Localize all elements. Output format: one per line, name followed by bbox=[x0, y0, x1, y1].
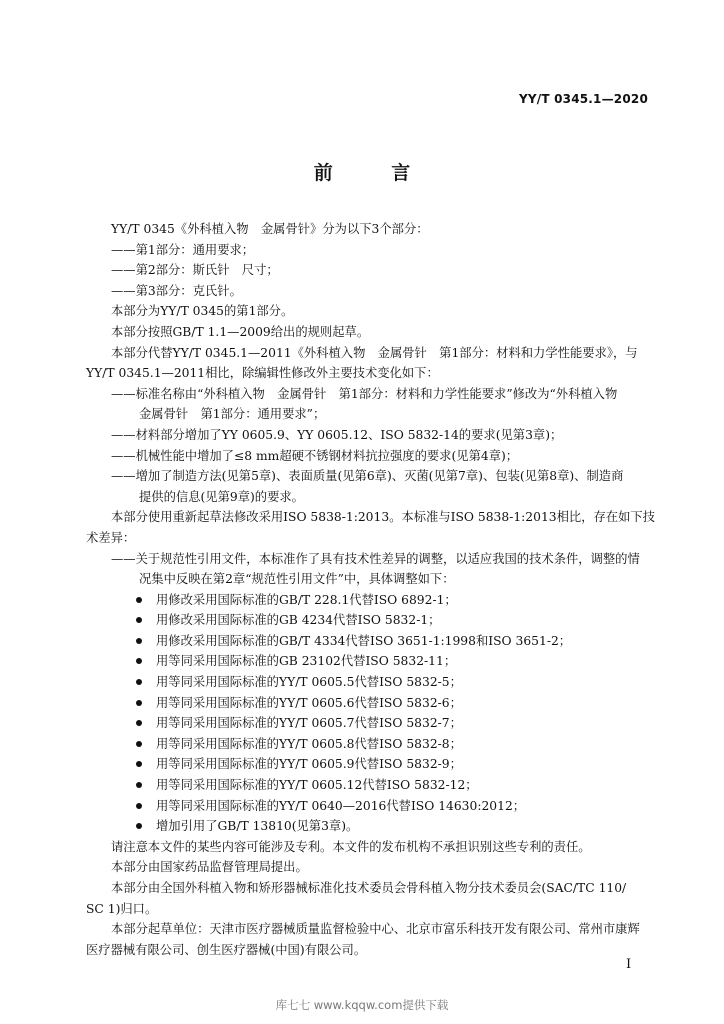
paragraph-line: 本部分为YY/T 0345的第1部分。 bbox=[111, 304, 294, 319]
page-title: 前 言 bbox=[313, 162, 437, 184]
bullet-icon bbox=[136, 700, 142, 706]
paragraph-continuation: SC 1)归口。 bbox=[86, 901, 158, 916]
paragraph-continuation: 术差异： bbox=[86, 530, 136, 545]
bullet-text: 用等同采用国际标准的YY/T 0605.9代替ISO 5832-9； bbox=[156, 757, 462, 772]
dash-item: ——材料部分增加了YY 0605.9、YY 0605.12、ISO 5832-14的要求(见第3章)； bbox=[111, 427, 563, 442]
paragraph-line: 请注意本文件的某些内容可能涉及专利。本文件的发布机构不承担识别这些专利的责任。 bbox=[111, 839, 591, 854]
bullet-item bbox=[86, 816, 652, 837]
dash-item-continuation: 提供的信息(见第9章)的要求。 bbox=[139, 489, 304, 504]
bullet-item bbox=[86, 693, 652, 714]
paragraph-continuation: YY/T 0345.1—2011相比，除编辑性修改外主要技术变化如下： bbox=[86, 366, 439, 381]
paragraph-line: 本部分代替YY/T 0345.1—2011《外科植入物 金属骨针 第1部分：材料和力学性能要求》，与 bbox=[111, 345, 638, 360]
bullet-item bbox=[86, 796, 652, 817]
paragraph-continuation: 医疗器械有限公司、创生医疗器械(中国)有限公司。 bbox=[86, 942, 367, 957]
dash-item-continuation: 况集中反映在第2章“规范性引用文件”中，具体调整如下： bbox=[139, 572, 455, 587]
bullet-item bbox=[86, 590, 652, 611]
bullet-text: 用等同采用国际标准的YY/T 0605.6代替ISO 5832-6； bbox=[156, 695, 462, 710]
paragraph-line: 本部分使用重新起草法修改采用ISO 5838-1:2013。本标准与ISO 5838-1:2013相比，存在如下技 bbox=[111, 510, 655, 525]
bullet-item bbox=[86, 754, 652, 775]
bullet-item bbox=[86, 713, 652, 734]
bullet-text: 用等同采用国际标准的YY/T 0605.7代替ISO 5832-7； bbox=[156, 716, 462, 731]
bullet-text: 用等同采用国际标准的YY/T 0605.12代替ISO 5832-12； bbox=[156, 778, 478, 793]
bullet-item bbox=[86, 610, 652, 631]
bullet-item bbox=[86, 775, 652, 796]
bullet-item bbox=[86, 734, 652, 755]
bullet-item bbox=[86, 672, 652, 693]
bullet-item bbox=[86, 651, 652, 672]
bullet-text: 用等同采用国际标准的YY/T 0640—2016代替ISO 14630:2012； bbox=[156, 798, 526, 813]
paragraph-line: 本部分由全国外科植入物和矫形器械标准化技术委员会骨科植入物分技术委员会(SAC/TC 110/ bbox=[111, 881, 627, 895]
paragraph-line: YY/T 0345《外科植入物 金属骨针》分为以下3个部分： bbox=[111, 222, 429, 236]
paragraph-line: 本部分起草单位：天津市医疗器械质量监督检验中心、北京市富乐科技开发有限公司、常州市康辉 bbox=[111, 922, 640, 937]
dash-item: ——关于规范性引用文件，本标准作了具有技术性差异的调整，以适应我国的技术条件，调整的情 bbox=[111, 551, 640, 566]
standard-code: YY/T 0345.1—2020 bbox=[518, 92, 648, 106]
dash-item-continuation: 金属骨针 第1部分：通用要求”； bbox=[139, 407, 326, 422]
bullet-icon bbox=[136, 597, 142, 603]
dash-item: ——第2部分：斯氏针 尺寸； bbox=[111, 263, 279, 278]
bullet-item bbox=[86, 631, 652, 652]
bullet-icon bbox=[136, 638, 142, 644]
paragraph-line: 本部分按照GB/T 1.1—2009给出的规则起草。 bbox=[111, 324, 370, 339]
bullet-text: 增加引用了GB/T 13810(见第3章)。 bbox=[156, 819, 359, 834]
bullet-text: 用等同采用国际标准的GB 23102代替ISO 5832-11； bbox=[156, 654, 457, 669]
bullet-text: 用修改采用国际标准的GB 4234代替ISO 5832-1； bbox=[156, 613, 441, 628]
bullet-text: 用等同采用国际标准的YY/T 0605.5代替ISO 5832-5； bbox=[156, 675, 462, 690]
foreword-body bbox=[86, 219, 655, 960]
dash-item: ——机械性能中增加了≤8 mm超硬不锈钢材料抗拉强度的要求(见第4章)； bbox=[111, 448, 519, 463]
bullet-text: 用修改采用国际标准的GB/T 228.1代替ISO 6892-1； bbox=[156, 592, 457, 607]
bullet-text: 用等同采用国际标准的YY/T 0605.8代替ISO 5832-8； bbox=[156, 736, 462, 751]
dash-item: ——第3部分：克氏针。 bbox=[111, 283, 242, 298]
dash-item: ——标准名称由“外科植入物 金属骨针 第1部分：材料和力学性能要求”修改为“外科植入物 bbox=[111, 386, 618, 401]
bullet-icon bbox=[136, 803, 142, 809]
dash-item: ——第1部分：通用要求； bbox=[111, 242, 255, 257]
bullet-icon bbox=[136, 782, 142, 788]
download-watermark: 库七七 www.kqqw.com提供下载 bbox=[275, 998, 449, 1012]
bullet-text: 用修改采用国际标准的GB/T 4334代替ISO 3651-1:1998和ISO 3651-2； bbox=[156, 633, 572, 648]
dash-item: ——增加了制造方法(见第5章)、表面质量(见第6章)、灭菌(见第7章)、包装(见第8章)、制造商 bbox=[111, 469, 624, 484]
bullet-icon bbox=[136, 741, 142, 747]
paragraph-line: 本部分由国家药品监督管理局提出。 bbox=[111, 860, 308, 875]
page-number: I bbox=[626, 957, 632, 972]
